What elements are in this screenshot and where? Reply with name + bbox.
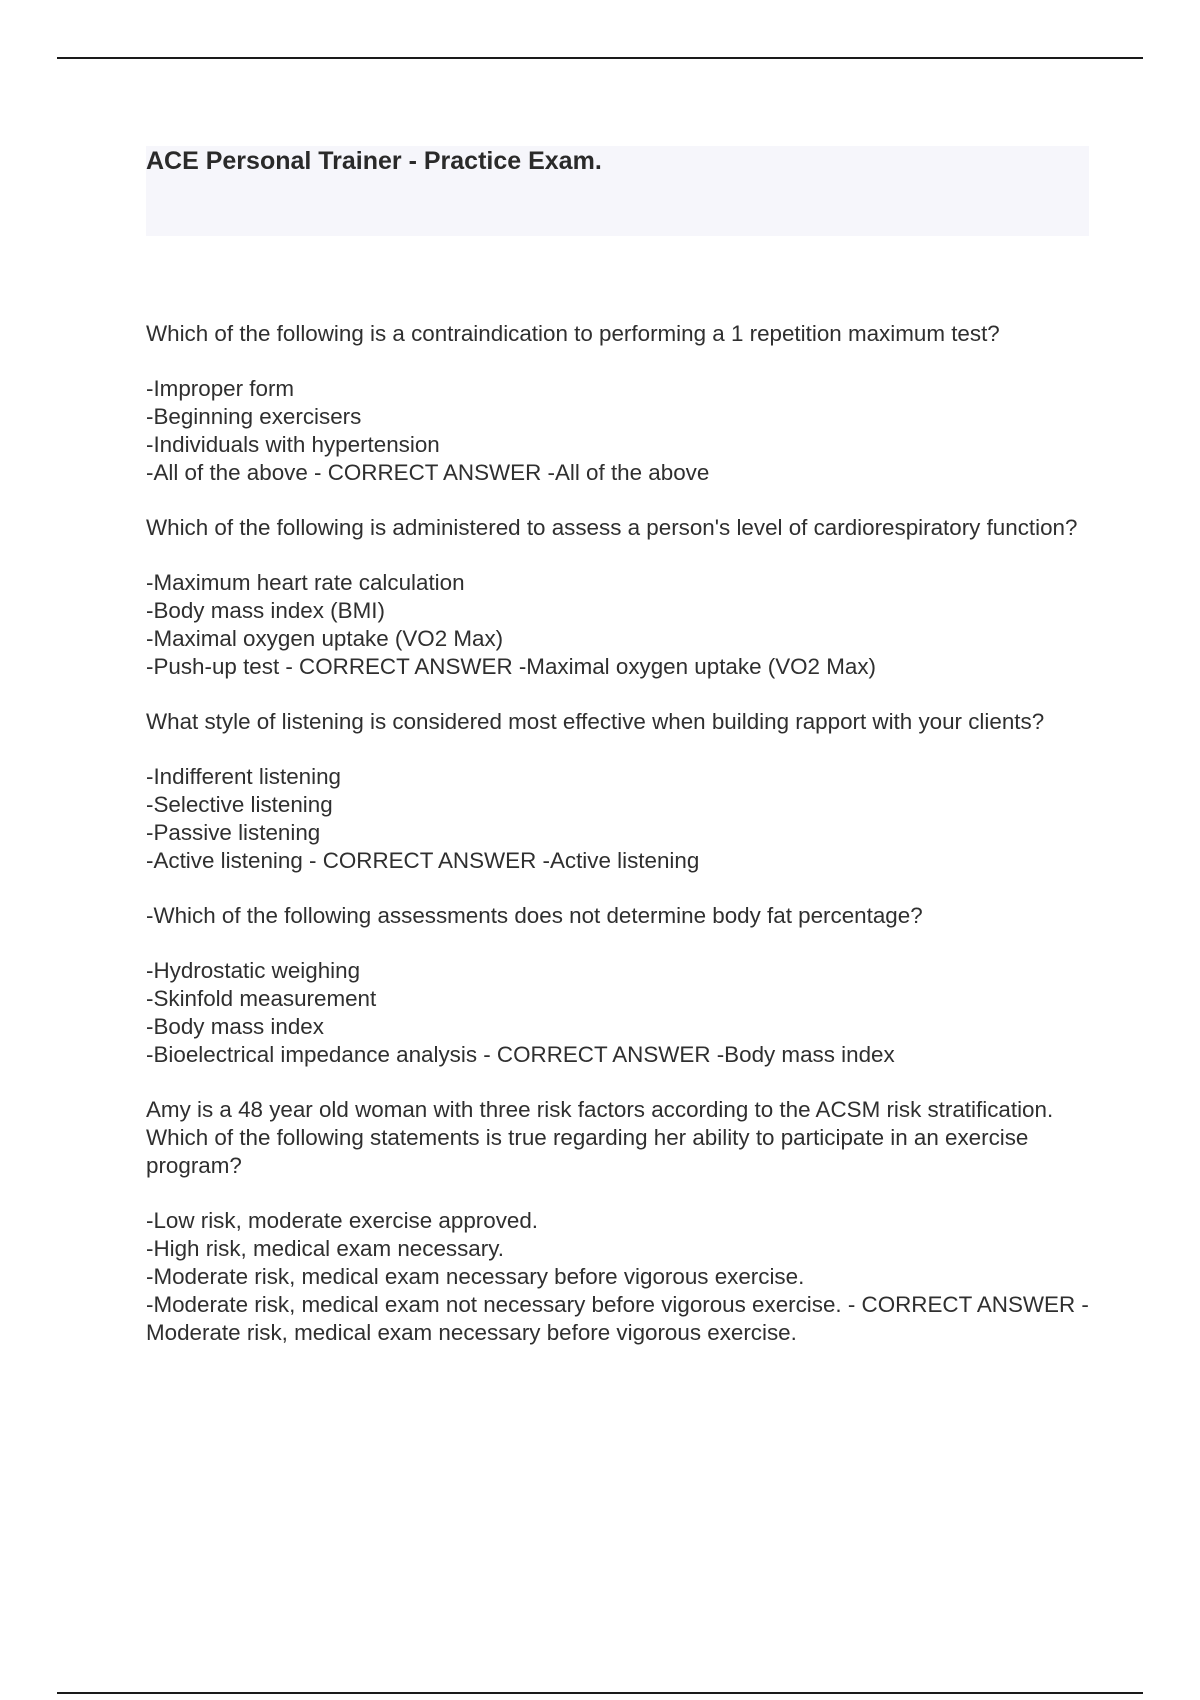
question-block [146,1096,1091,1347]
option-item: -Body mass index [146,1014,324,1039]
option-item: -Hydrostatic weighing [146,958,361,983]
option-item: -Individuals with hypertension [146,432,440,457]
option-item: -Improper form [146,376,295,401]
option-item: -Bioelectrical impedance analysis - CORRECT ANSWER -Body mass index [146,1042,895,1067]
option-item: -Indifferent listening [146,764,341,789]
question-text: -Which of the following assessments does not determine body fat percentage? [146,903,923,928]
option-item: -Active listening - CORRECT ANSWER -Active listening [146,848,700,873]
option-item: -Low risk, moderate exercise approved. [146,1208,539,1233]
option-item: -Body mass index (BMI) [146,598,385,623]
option-list [146,957,1091,1069]
question-list [146,320,1091,1374]
question-text: What style of listening is considered most effective when building rapport with your clients? [146,709,1045,734]
title-banner [146,146,1089,236]
option-list [146,1207,1091,1347]
option-item: -High risk, medical exam necessary. [146,1236,504,1261]
question-block [146,708,1091,875]
option-item: -Moderate risk, medical exam not necessary before vigorous exercise. - CORRECT ANSWER -Moderate risk, medical exam necessary before vigorous exercise. [146,1292,1089,1345]
top-rule [57,57,1143,59]
option-list [146,569,1091,681]
question-text: Which of the following is administered to assess a person's level of cardiorespiratory function? [146,515,1078,540]
option-list [146,763,1091,875]
option-item: -Skinfold measurement [146,986,377,1011]
bottom-rule [57,1692,1143,1694]
question-block [146,320,1091,487]
question-block [146,514,1091,681]
option-item: -All of the above - CORRECT ANSWER -All of the above [146,460,710,485]
question-text: Which of the following is a contraindication to performing a 1 repetition maximum test? [146,321,1000,346]
option-list [146,375,1091,487]
option-item: -Maximal oxygen uptake (VO2 Max) [146,626,504,651]
option-item: -Maximum heart rate calculation [146,570,465,595]
page-title: ACE Personal Trainer - Practice Exam. [146,147,602,175]
question-text: Amy is a 48 year old woman with three risk factors according to the ACSM risk stratification. Which of the following statements is true regarding her ability to participate in an exercise program? [146,1097,1054,1178]
option-item: -Moderate risk, medical exam necessary before vigorous exercise. [146,1264,805,1289]
question-block [146,902,1091,1069]
option-item: -Push-up test - CORRECT ANSWER -Maximal oxygen uptake (VO2 Max) [146,654,876,679]
option-item: -Selective listening [146,792,333,817]
option-item: -Passive listening [146,820,321,845]
option-item: -Beginning exercisers [146,404,362,429]
